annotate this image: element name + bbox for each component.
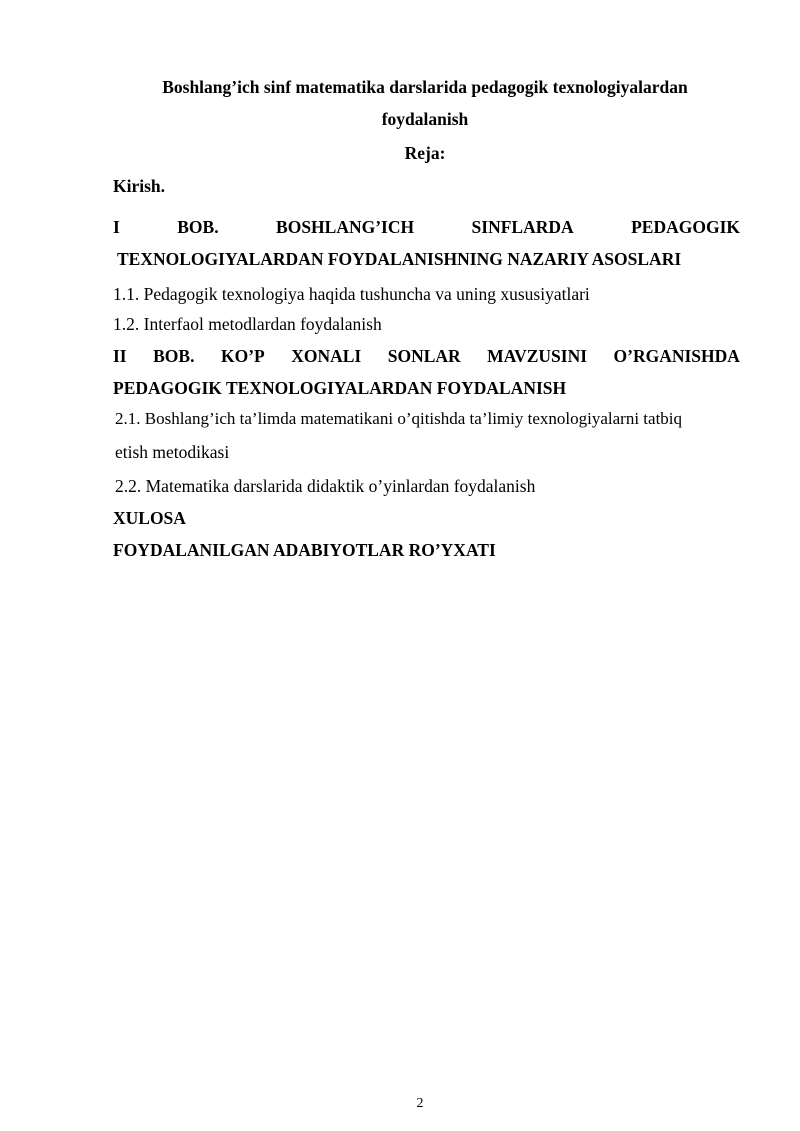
chapter-2-word: MAVZUSINI — [487, 346, 588, 366]
references-entry: FOYDALANILGAN ADABIYOTLAR RO’YXATI — [113, 540, 496, 560]
chapter-2-word: SONLAR — [387, 346, 461, 366]
plan-heading: Reja: — [404, 143, 446, 163]
chapter-2-heading-line-2: PEDAGOGIK TEXNOLOGIYALARDAN FOYDALANISH — [113, 378, 567, 398]
section-1-1: 1.1. Pedagogik texnologiya haqida tushuncha va uning xususiyatlari — [113, 284, 590, 304]
chapter-2-word: KO’P — [220, 346, 265, 366]
chapter-1-word: BOB. — [177, 217, 219, 237]
chapter-2-word: XONALI — [291, 346, 362, 366]
document-title-line-1: Boshlang’ich sinf matematika darslarida pedagogik texnologiyalardan — [162, 77, 688, 97]
chapter-2-word: BOB. — [153, 346, 195, 366]
section-2-1-line-2: etish metodikasi — [115, 442, 230, 462]
section-2-2: 2.2. Matematika darslarida didaktik o’yinlardan foydalanish — [115, 476, 536, 496]
chapter-2-word: II — [113, 346, 127, 366]
chapter-1-word: SINFLARDA — [471, 217, 574, 237]
section-2-1-line-1: 2.1. Boshlang’ich ta’limda matematikani o’qitishda ta’limiy texnologiyalarni tatbiq — [115, 409, 683, 428]
page-number: 2 — [416, 1096, 424, 1111]
chapter-1-word: BOSHLANG’ICH — [276, 217, 415, 237]
section-1-2: 1.2. Interfaol metodlardan foydalanish — [113, 314, 382, 334]
intro-entry: Kirish. — [113, 176, 166, 196]
chapter-1-heading-line-1 — [113, 216, 740, 238]
chapter-1-word: PEDAGOGIK — [631, 217, 740, 237]
chapter-2-heading-line-1 — [113, 345, 740, 367]
chapter-1-heading-line-2: TEXNOLOGIYALARDAN FOYDALANISHNING NAZARIY ASOSLARI — [117, 249, 682, 269]
chapter-2-word: O’RGANISHDA — [613, 346, 740, 366]
chapter-1-word: I — [113, 217, 120, 237]
document-title-line-2: foydalanish — [381, 109, 469, 129]
conclusion-entry: XULOSA — [113, 508, 186, 528]
